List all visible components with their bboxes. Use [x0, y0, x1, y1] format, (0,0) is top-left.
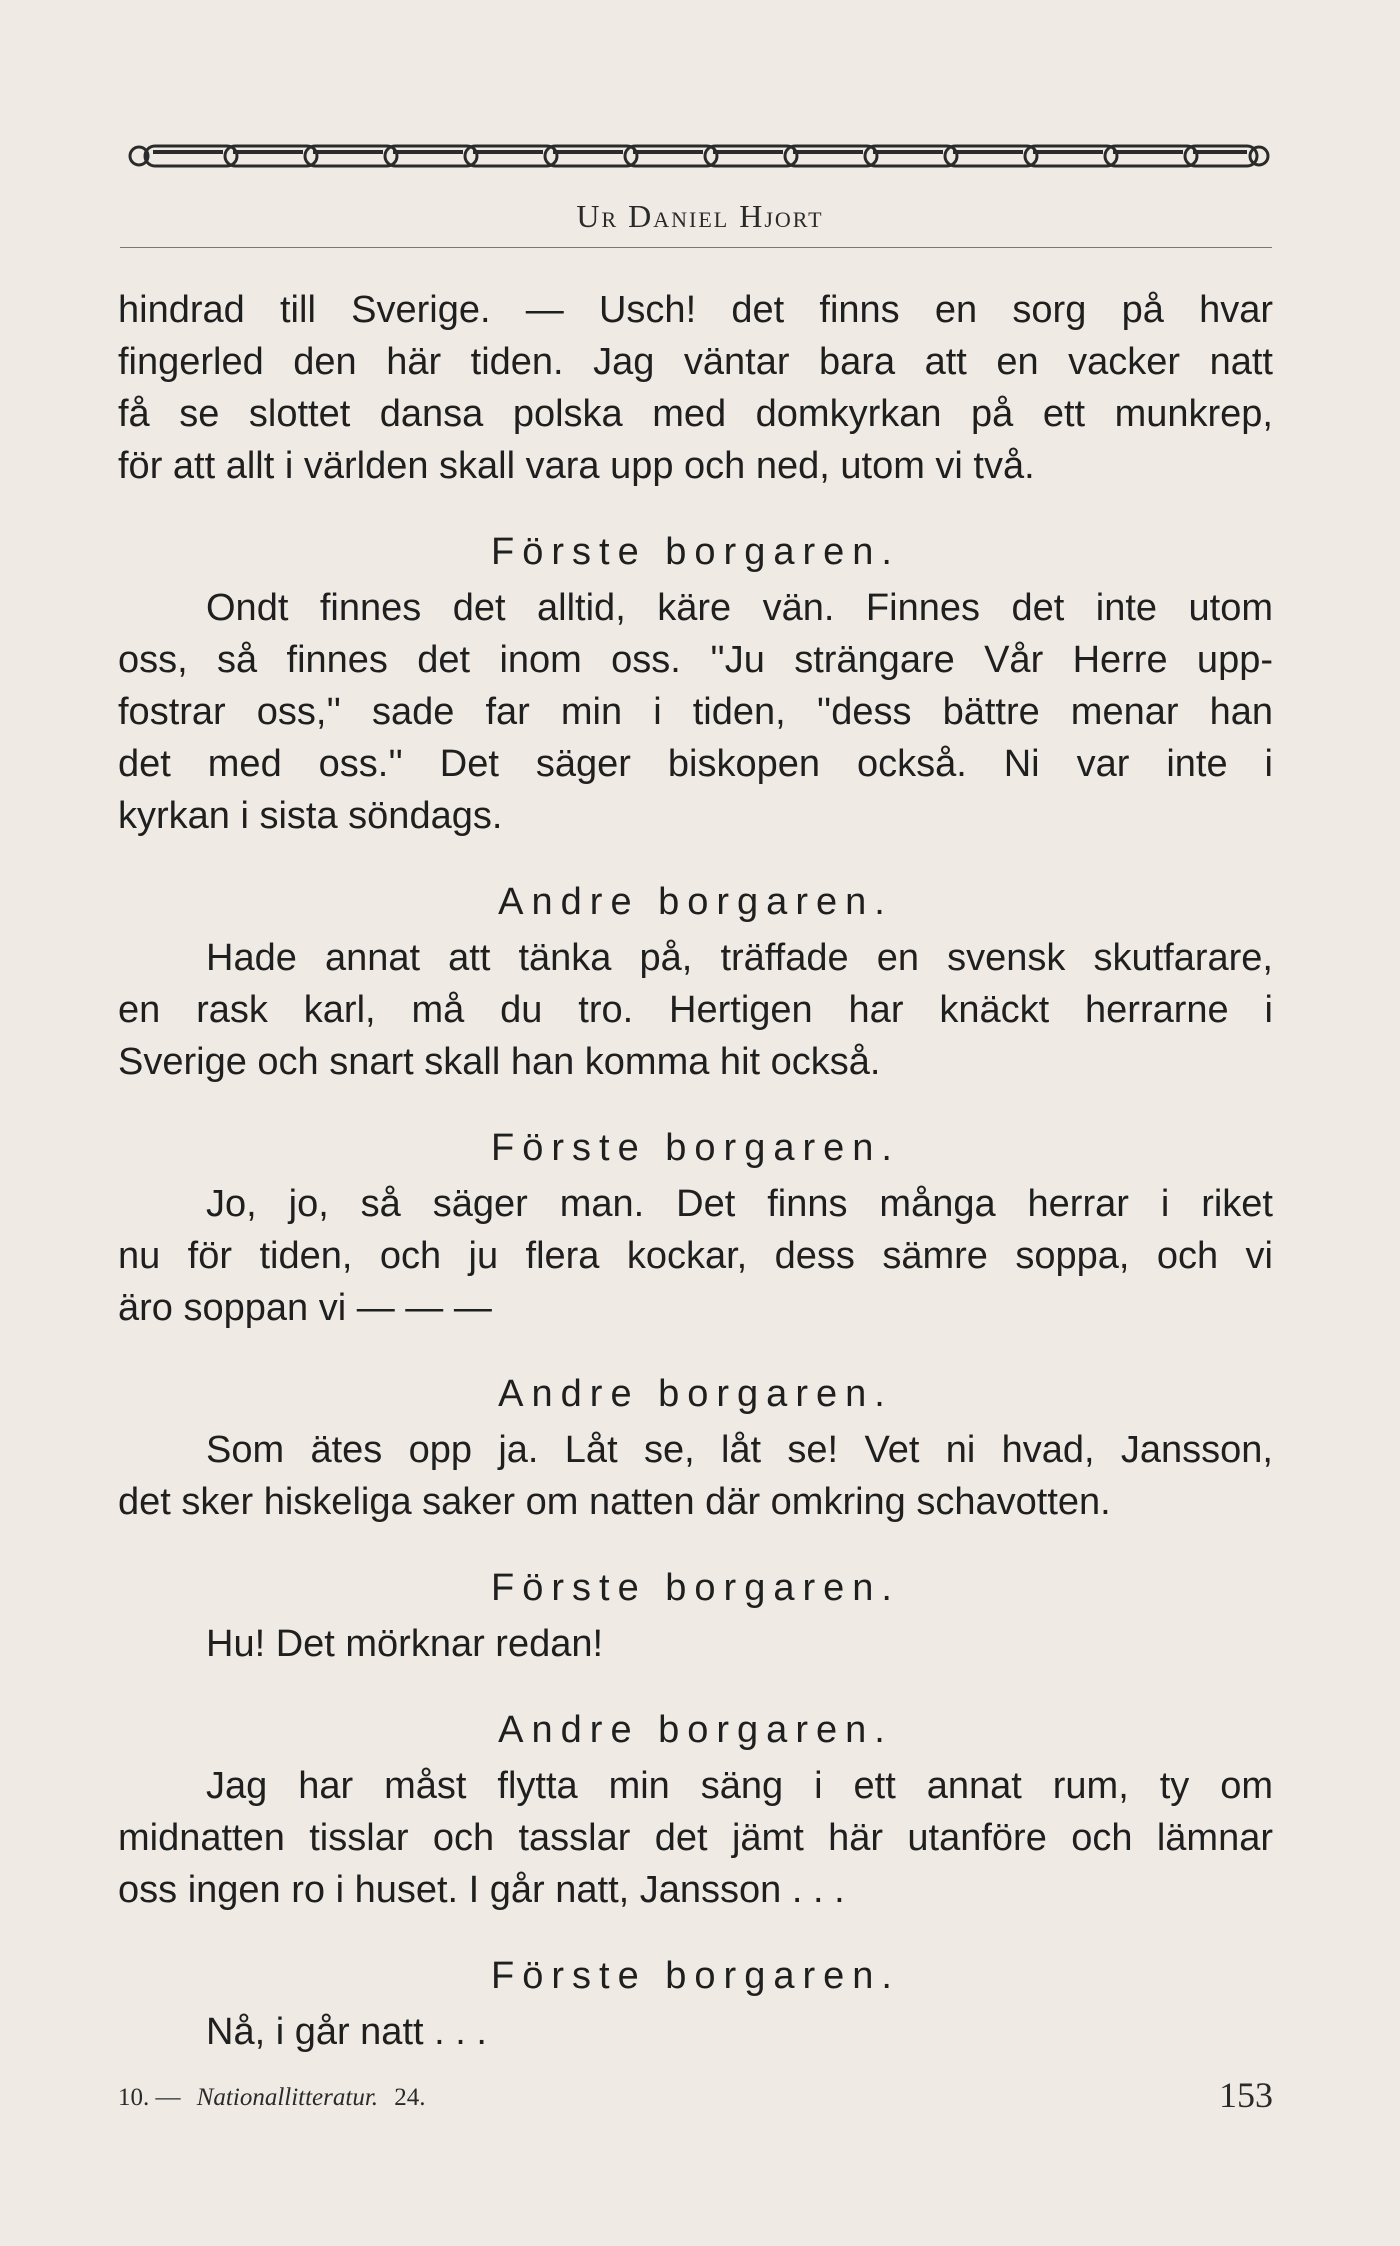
text-line: det sker hiskeliga saker om natten där omkring schavotten. — [118, 1481, 1111, 1523]
series-title: Nationallitteratur. — [196, 2084, 379, 2111]
speaker-name: Förste borgaren. — [491, 1127, 900, 1169]
signature-mark — [118, 2084, 426, 2112]
header-rule — [120, 247, 1272, 248]
passage — [118, 1704, 1273, 1916]
text-line: midnatten tisslar och tasslar det jämt här utanföre och lämnar — [118, 1817, 1273, 1859]
passage — [118, 1368, 1273, 1528]
passage — [118, 1950, 1273, 2058]
text-line: Jag har måst flytta min säng i ett annat rum, ty om — [206, 1765, 1273, 1807]
text-line: för att allt i världen skall vara upp och ned, utom vi två. — [118, 445, 1035, 487]
passage — [118, 876, 1273, 1088]
speaker-name: Andre borgaren. — [498, 881, 893, 923]
passage — [118, 1562, 1273, 1670]
text-line: få se slottet dansa polska med domkyrkan på ett munkrep, — [118, 393, 1273, 435]
text-line: Hu! Det mörknar redan! — [206, 1623, 604, 1665]
running-head: Ur Daniel Hjort — [576, 198, 824, 234]
speaker-name: Andre borgaren. — [498, 1373, 893, 1415]
text-line: Jo, jo, så säger man. Det finns många herrar i riket — [206, 1183, 1273, 1225]
text-line: oss, så finnes det inom oss. ''Ju strängare Vår Herre upp- — [118, 639, 1273, 681]
volume-number: 24. — [394, 2084, 426, 2111]
text-line: oss ingen ro i huset. I går natt, Jansson . . . — [118, 1869, 845, 1911]
text-line: Som ätes opp ja. Låt se, låt se! Vet ni hvad, Jansson, — [206, 1429, 1273, 1471]
speaker-name: Andre borgaren. — [498, 1709, 893, 1751]
signature-number: 10. — [118, 2084, 150, 2111]
speaker-name: Förste borgaren. — [491, 531, 900, 573]
passage — [118, 1122, 1273, 1334]
text-line: kyrkan i sista söndags. — [118, 795, 503, 837]
page-footer — [118, 2074, 1273, 2124]
text-line: Ondt finnes det alltid, käre vän. Finnes det inte utom — [206, 587, 1273, 629]
signature-dash: — — [155, 2084, 181, 2111]
text-line: hindrad till Sverige. — Usch! det finns en sorg på hvar — [118, 289, 1273, 331]
text-line: fingerled den här tiden. Jag väntar bara att en vacker natt — [118, 341, 1273, 383]
text-line: Hade annat att tänka på, träffade en svensk skutfarare, — [206, 937, 1273, 979]
passage — [118, 284, 1273, 492]
text-line: Nå, i går natt . . . — [206, 2011, 487, 2053]
text-line: fostrar oss,'' sade far min i tiden, ''dess bättre menar han — [118, 691, 1273, 733]
text-line: det med oss.'' Det säger biskopen också. Ni var inte i — [118, 743, 1273, 785]
text-line: äro soppan vi — — — — [118, 1287, 492, 1329]
body-text — [118, 284, 1273, 2058]
text-line: en rask karl, må du tro. Hertigen har knäckt herrarne i — [118, 989, 1273, 1031]
text-line: Sverige och snart skall han komma hit också. — [118, 1041, 881, 1083]
chain-ornament — [125, 139, 1273, 173]
passage — [118, 526, 1273, 842]
text-line: nu för tiden, och ju flera kockar, dess sämre soppa, och vi — [118, 1235, 1273, 1277]
page-number: 153 — [1219, 2075, 1273, 2115]
speaker-name: Förste borgaren. — [491, 1567, 900, 1609]
speaker-name: Förste borgaren. — [491, 1955, 900, 1997]
